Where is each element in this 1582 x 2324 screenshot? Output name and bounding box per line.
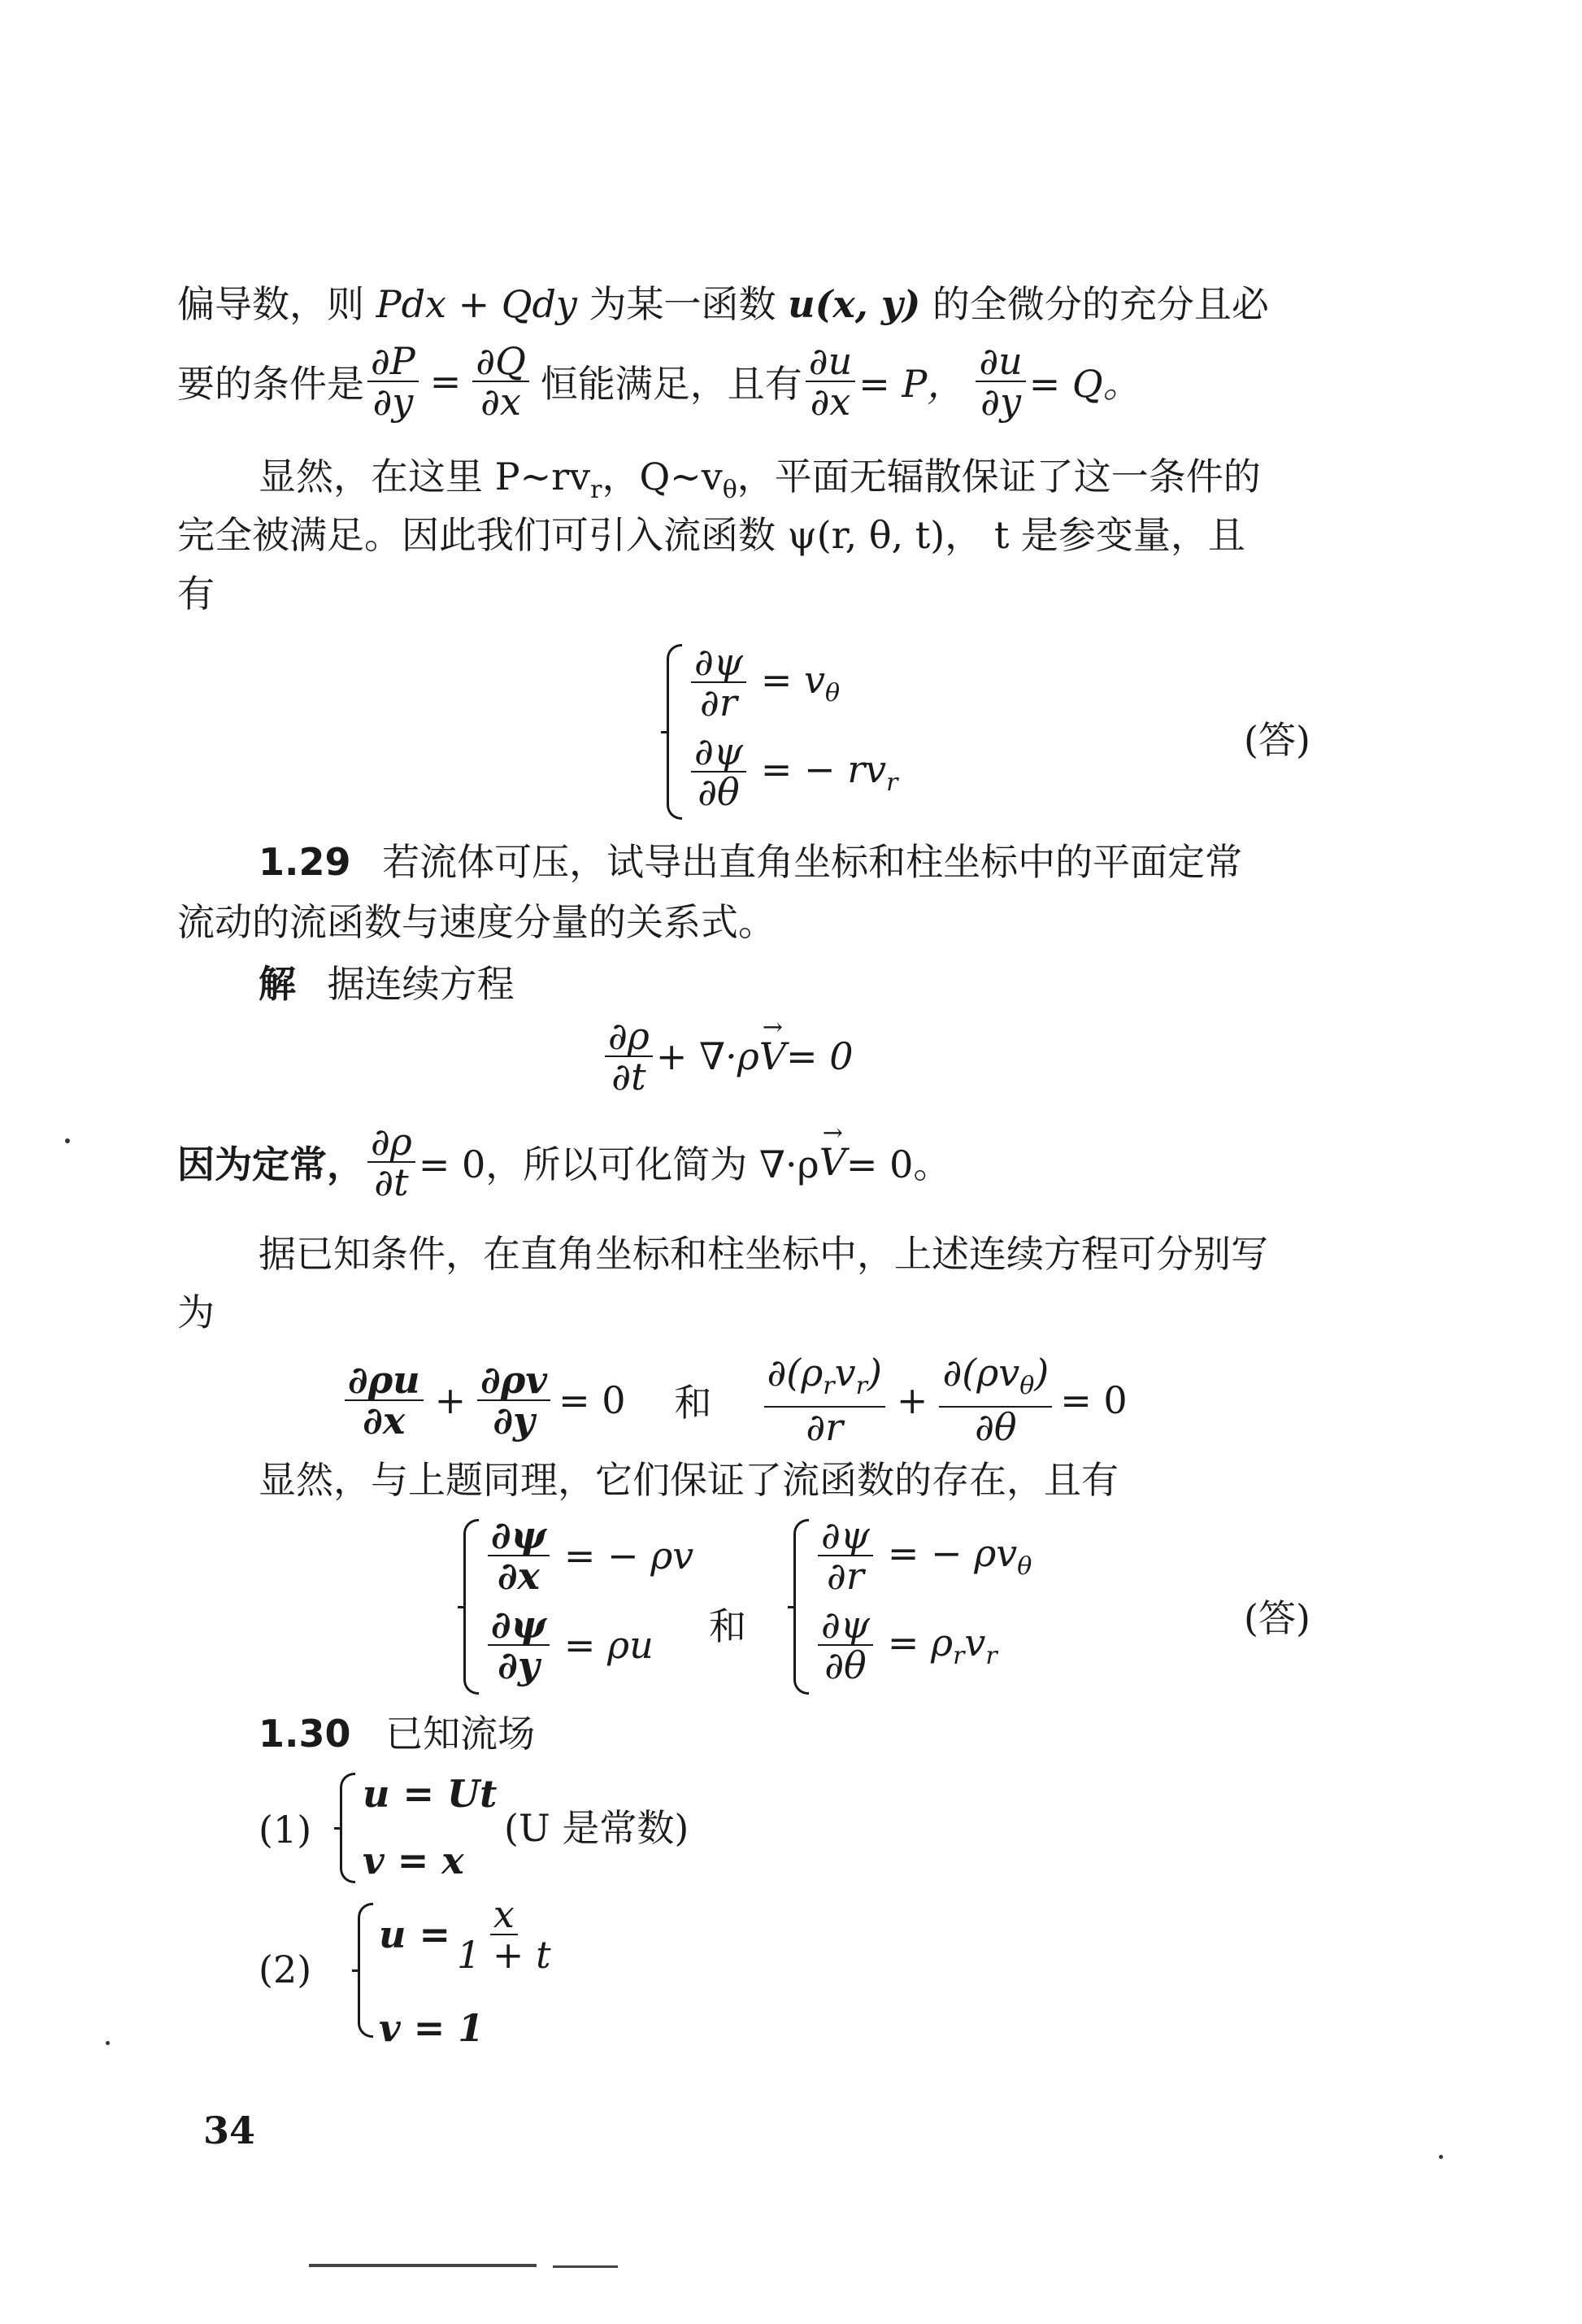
p1-line1: 偏导数，则 Pdx + Qdy 为某一函数 u(x, y) 的全微分的充分且必 <box>177 282 1269 326</box>
fraction-dq-dx: $\frac{\partial Q}{\partial x}$ <box>472 342 529 421</box>
left-brace <box>463 1519 479 1695</box>
scan-artifact-line <box>309 2264 537 2267</box>
continuity-equation: $\frac{\partial\rho}{\partial t}$ + ∇·ρ → V = 0 <box>602 1016 853 1096</box>
fraction-du-dy: $\frac{\partial u}{\partial y}$ <box>976 342 1025 421</box>
flow-2-v: v = 1 <box>379 2006 485 2050</box>
left-brace <box>340 1773 355 1883</box>
flow-1-u: u = Ut <box>363 1772 498 1816</box>
problem-1-29-line1: 1.29 若流体可压，试导出直角坐标和柱坐标中的平面定常 <box>259 840 1243 884</box>
flow-2-label: (2) <box>259 1948 312 1991</box>
sys2-b-row2: $\frac{\partial\psi}{\partial\theta}$ = $\rho_rv_r$ <box>815 1605 997 1685</box>
p2-line1: 显然，在这里 $P\sim rv_r$，$Q\sim v_\theta$，平面无辐散保证了这一条件的 <box>259 455 1261 504</box>
p2-line2: 完全被满足。因此我们可引入流函数 ψ(r, θ, t)， t 是参变量，且 <box>177 513 1245 557</box>
continuity-cartesian-cylindrical: $\frac{\partial\rho u}{\partial x}$ + $\frac{\partial\rho v}{\partial y}$ = 0 和 $\frac{\partial(\rho_rv_r)}{\partial r}$ + $\frac{\partial(\rho v_\theta)}{\partial\theta}$ = 0 <box>341 1353 1128 1447</box>
sys2-b-row1: $\frac{\partial\psi}{\partial r}$ = − $\rho v_\theta$ <box>815 1516 1032 1595</box>
answer-tag-1: (答) <box>1244 718 1310 762</box>
same-reasoning-line: 显然，与上题同理，它们保证了流函数的存在，且有 <box>259 1458 1119 1502</box>
fraction-du-dx: $\frac{\partial u}{\partial x}$ <box>806 342 855 421</box>
left-brace <box>793 1519 809 1695</box>
scan-speck <box>1439 2155 1443 2159</box>
condition-line2: 为 <box>177 1290 215 1334</box>
problem-1-30: 1.30 已知流场 <box>259 1712 536 1756</box>
flow-1-label: (1) <box>259 1808 312 1852</box>
sys1-row1: $\frac{\partial\psi}{\partial r}$ = $v_\theta$ <box>688 642 840 722</box>
fraction-dp-dy: $\frac{\partial P}{\partial y}$ <box>367 342 419 421</box>
left-brace <box>667 644 682 820</box>
solution-intro: 解 据连续方程 <box>259 962 515 1006</box>
flow-1-note: (U 是常数) <box>504 1806 689 1850</box>
condition-line1: 据已知条件，在直角坐标和柱坐标中，上述连续方程可分别写 <box>259 1232 1268 1276</box>
scan-artifact-line <box>553 2265 618 2268</box>
problem-1-29-line2: 流动的流函数与速度分量的关系式。 <box>177 900 776 944</box>
sys2-and: 和 <box>709 1604 746 1648</box>
flow-1-v: v = x <box>363 1839 464 1882</box>
page-number: 34 <box>203 2109 256 2152</box>
p2-line3: 有 <box>177 572 215 616</box>
steady-line: 因为定常， $\frac{\partial\rho}{\partial t}$ = 0，所以可化简为 ∇·ρ → V = 0。 <box>177 1122 950 1202</box>
answer-tag-2: (答) <box>1244 1596 1310 1640</box>
sys2-a-row2: $\frac{\partial\psi}{\partial y}$ = ρu <box>485 1605 654 1685</box>
scan-speck <box>106 2041 110 2045</box>
sys2-a-row1: $\frac{\partial\psi}{\partial x}$ = − ρv <box>485 1516 693 1595</box>
scan-speck <box>65 1138 70 1143</box>
flow-2-u: u = $\frac{x}{1 + t}$ <box>379 1892 551 1977</box>
sys1-row2: $\frac{\partial\psi}{\partial\theta}$ = − $rv_r$ <box>688 732 898 812</box>
left-brace <box>358 1903 373 2038</box>
p1-line2: 要的条件是 $\frac{\partial P}{\partial y}$ = $\frac{\partial Q}{\partial x}$ 恒能满足，且有 $\frac{\partial u}{\partial x}$ = P， $\frac{\partial u}{\partial y}$ = Q。 <box>177 339 1141 424</box>
